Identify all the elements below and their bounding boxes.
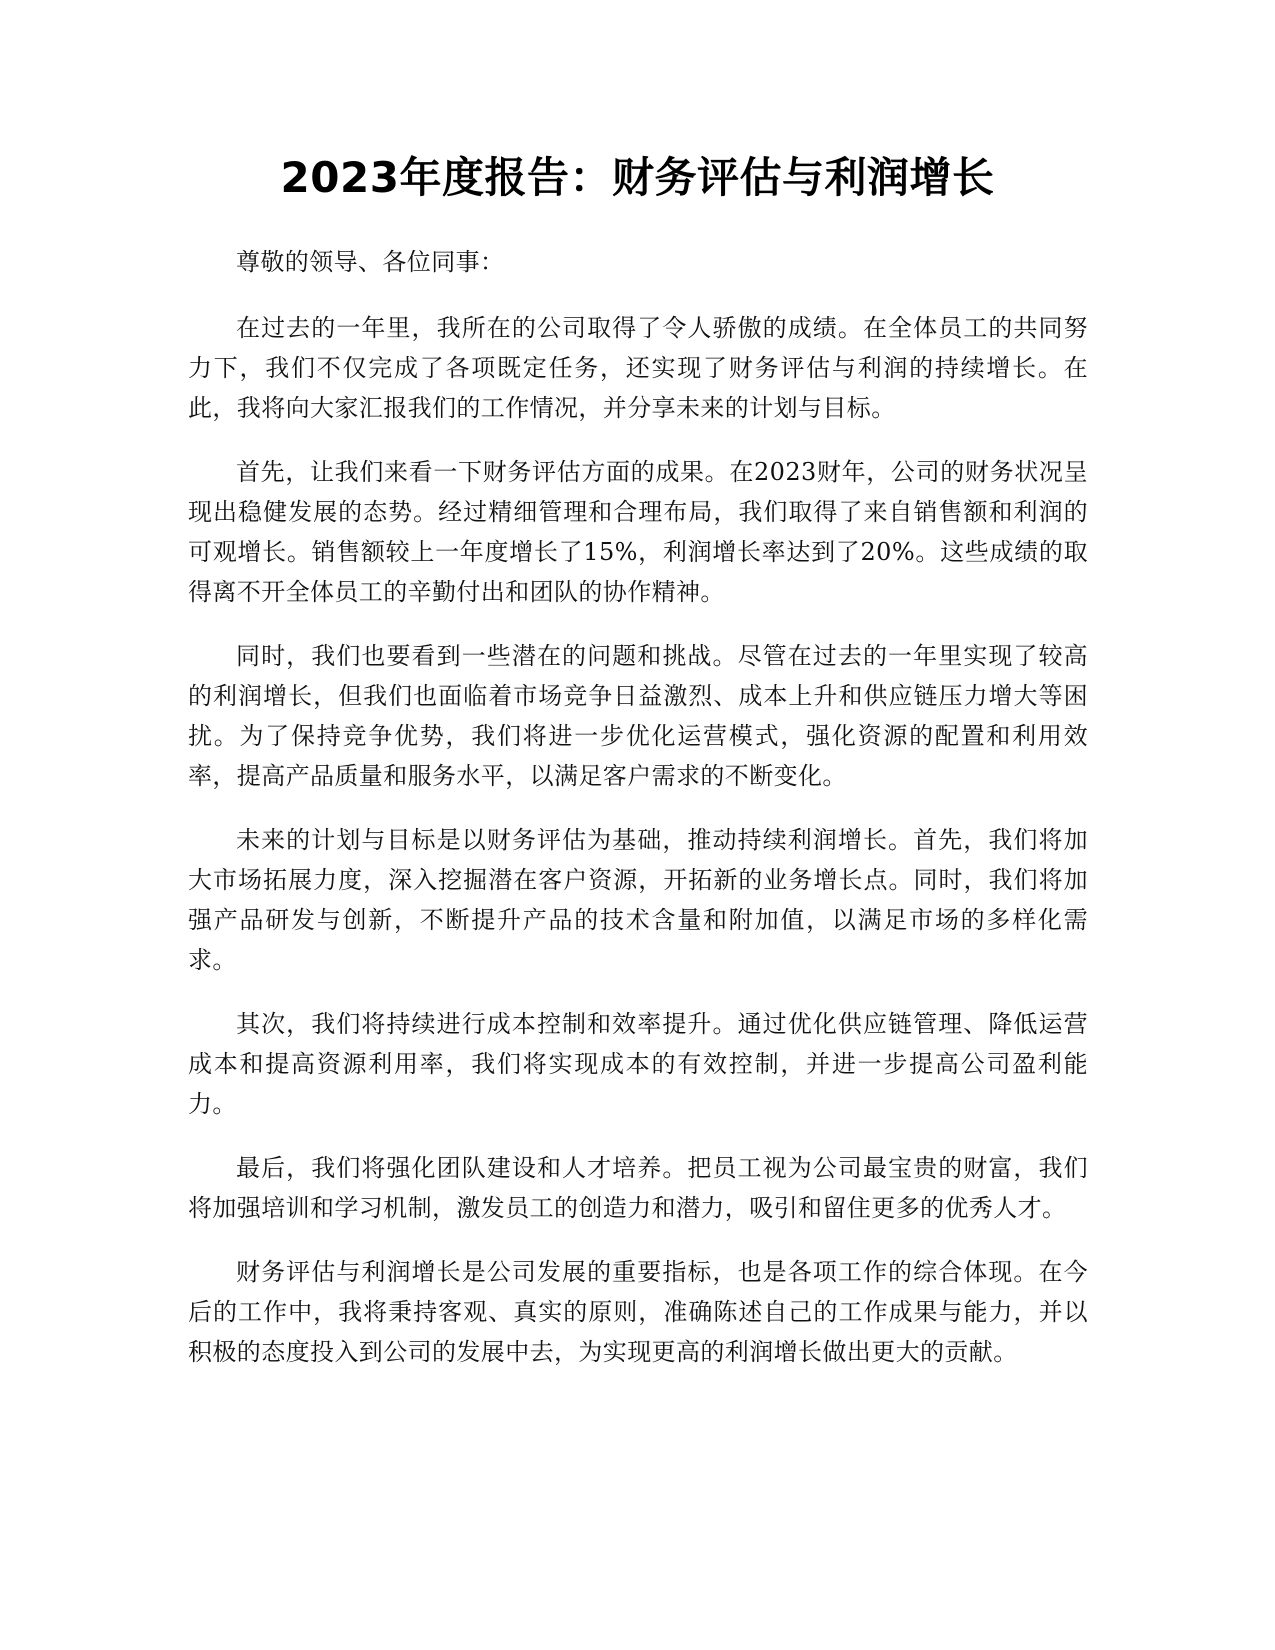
financial-results-paragraph: 首先，让我们来看一下财务评估方面的成果。在2023财年，公司的财务状况呈现出稳健发展的态势。经过精细管理和合理布局，我们取得了来自销售额和利润的可观增长。销售额较上一年度增长了15%，利润增长率达到了20%。这些成绩的取得离不开全体员工的辛勤付出和团队的协作精神。 [188, 458, 1088, 606]
challenges-paragraph: 同时，我们也要看到一些潜在的问题和挑战。尽管在过去的一年里实现了较高的利润增长，但我们也面临着市场竞争日益激烈、成本上升和供应链压力增大等困扰。为了保持竞争优势，我们将进一步优化运营模式，强化资源的配置和利用效率，提高产品质量和服务水平，以满足客户需求的不断变化。 [188, 642, 1088, 790]
salutation-paragraph: 尊敬的领导、各位同事： [236, 248, 505, 276]
intro-paragraph: 在过去的一年里，我所在的公司取得了令人骄傲的成绩。在全体员工的共同努力下，我们不仅完成了各项既定任务，还实现了财务评估与利润的持续增长。在此，我将向大家汇报我们的工作情况，并分享未来的计划与目标。 [188, 314, 1088, 422]
team-building-paragraph: 最后，我们将强化团队建设和人才培养。把员工视为公司最宝贵的财富，我们将加强培训和学习机制，激发员工的创造力和潜力，吸引和留住更多的优秀人才。 [188, 1154, 1088, 1222]
document-title: 2023年度报告：财务评估与利润增长 [280, 153, 995, 202]
future-plan-paragraph: 未来的计划与目标是以财务评估为基础，推动持续利润增长。首先，我们将加大市场拓展力度，深入挖掘潜在客户资源，开拓新的业务增长点。同时，我们将加强产品研发与创新，不断提升产品的技术含量和附加值，以满足市场的多样化需求。 [188, 826, 1088, 974]
conclusion-paragraph: 财务评估与利润增长是公司发展的重要指标，也是各项工作的综合体现。在今后的工作中，我将秉持客观、真实的原则，准确陈述自己的工作成果与能力，并以积极的态度投入到公司的发展中去，为实现更高的利润增长做出更大的贡献。 [188, 1258, 1088, 1366]
cost-control-paragraph: 其次，我们将持续进行成本控制和效率提升。通过优化供应链管理、降低运营成本和提高资源利用率，我们将实现成本的有效控制，并进一步提高公司盈利能力。 [188, 1010, 1088, 1118]
document-body [188, 242, 1088, 1396]
